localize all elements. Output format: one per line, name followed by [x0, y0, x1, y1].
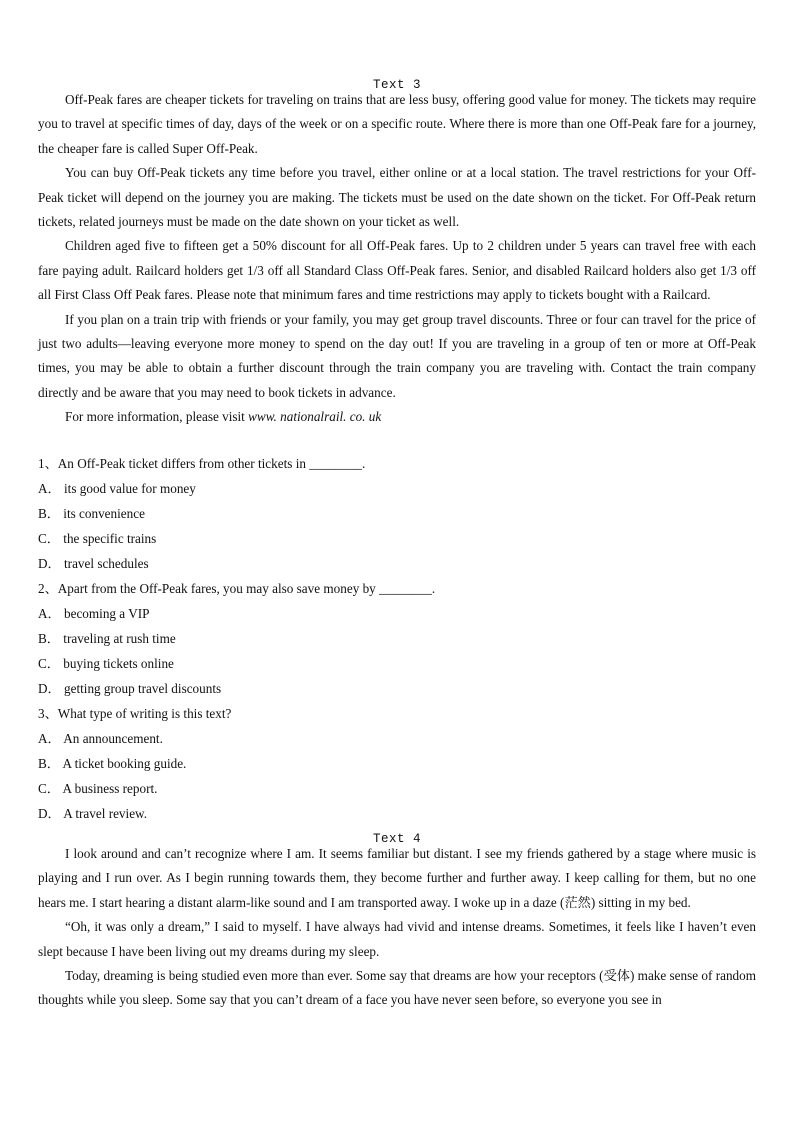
nationalrail-link[interactable]: www. nationalrail. co. uk: [248, 409, 382, 425]
text3-paragraph-2: You can buy Off-Peak tickets any time before you travel, either online or at a local station. The travel restrictions for your Off-Peak ticket will depend on the journey you are making. The tickets must be used on the date shown on the ticket. For Off-Peak return tickets, related journeys must be made on the date shown on your ticket as well.: [38, 165, 756, 230]
more-info-label: For more information, please visit: [65, 409, 249, 425]
text4-paragraph-2: “Oh, it was only a dream,” I said to myself. I have always had vivid and intense dreams. Sometimes, it feels like I haven’t even slept because I have been living out my dreams during my sleep.: [38, 919, 756, 959]
text3-more-info: [38, 405, 756, 429]
text3-paragraph-4: If you plan on a train trip with friends or your family, you may get group travel discounts. Three or four can travel for the price of just two adults—leaving everyone more money to spend on the day out! If you are traveling in a group of ten or more at Off-Peak times, you may be able to obtain a further discount through the train company you are traveling with. Contact the train company directly and be aware that you may need to book tickets in advance.: [38, 311, 756, 400]
question-2-option-a: A． becoming a VIP: [38, 606, 150, 621]
text3-heading: Text 3: [372, 78, 421, 92]
text3-paragraph-3: Children aged five to fifteen get a 50% discount for all Off-Peak fares. Up to 2 children under 5 years can travel free with each fare paying adult. Railcard holders get 1/3 off all Standard Class Off-Peak fares. Senior, and disabled Railcard holders also get 1/3 off all First Class Off Peak fares. Please note that minimum fares and time restrictions may apply to tickets bought with a Railcard.: [38, 238, 756, 303]
question-1-stem: 1、An Off-Peak ticket differs from other tickets in ________.: [38, 456, 366, 471]
text4-heading: Text 4: [372, 832, 421, 846]
question-1-option-d: D． travel schedules: [38, 556, 149, 571]
question-3-option-d: D． A travel review.: [38, 806, 148, 821]
question-2-option-d: D． getting group travel discounts: [38, 681, 222, 696]
question-3-option-c: C． A business report.: [38, 781, 158, 796]
text4-paragraph-1: I look around and can’t recognize where I am. It seems familiar but distant. I see my friends gathered by a stage where music is playing and I run over. As I begin running towards them, they become further and further away. I keep calling for them, but no one hears me. I start hearing a distant alarm-like sound and I am transported away. I woke up in a daze (茫然) sitting in my bed.: [38, 846, 756, 910]
question-3-option-b: B． A ticket booking guide.: [38, 756, 187, 771]
question-1-option-b: B． its convenience: [38, 506, 145, 521]
text3-body: [38, 88, 756, 430]
text3-paragraph-1: Off-Peak fares are cheaper tickets for traveling on trains that are less busy, offering good value for money. The tickets may require you to travel at specific times of day, days of the week or on a specific route. Where there is more than one Off-Peak fare for a journey, the cheaper fare is called Super Off-Peak.: [38, 92, 756, 156]
text4-body: [38, 842, 756, 1013]
question-1-option-c: C． the specific trains: [38, 531, 157, 546]
text4-paragraph-3: Today, dreaming is being studied even more than ever. Some say that dreams are how your receptors (受体) make sense of random thoughts while you sleep. Some say that you can’t dream of a face you have never seen before, so everyone you see in: [38, 968, 756, 1008]
question-1-option-a: A． its good value for money: [38, 481, 196, 496]
question-3-stem: 3、What type of writing is this text?: [38, 706, 232, 721]
question-2-option-b: B． traveling at rush time: [38, 631, 176, 646]
question-2-stem: 2、Apart from the Off-Peak fares, you may also save money by ________.: [38, 581, 436, 596]
question-3-option-a: A． An announcement.: [38, 731, 163, 746]
question-2-option-c: C． buying tickets online: [38, 656, 174, 671]
